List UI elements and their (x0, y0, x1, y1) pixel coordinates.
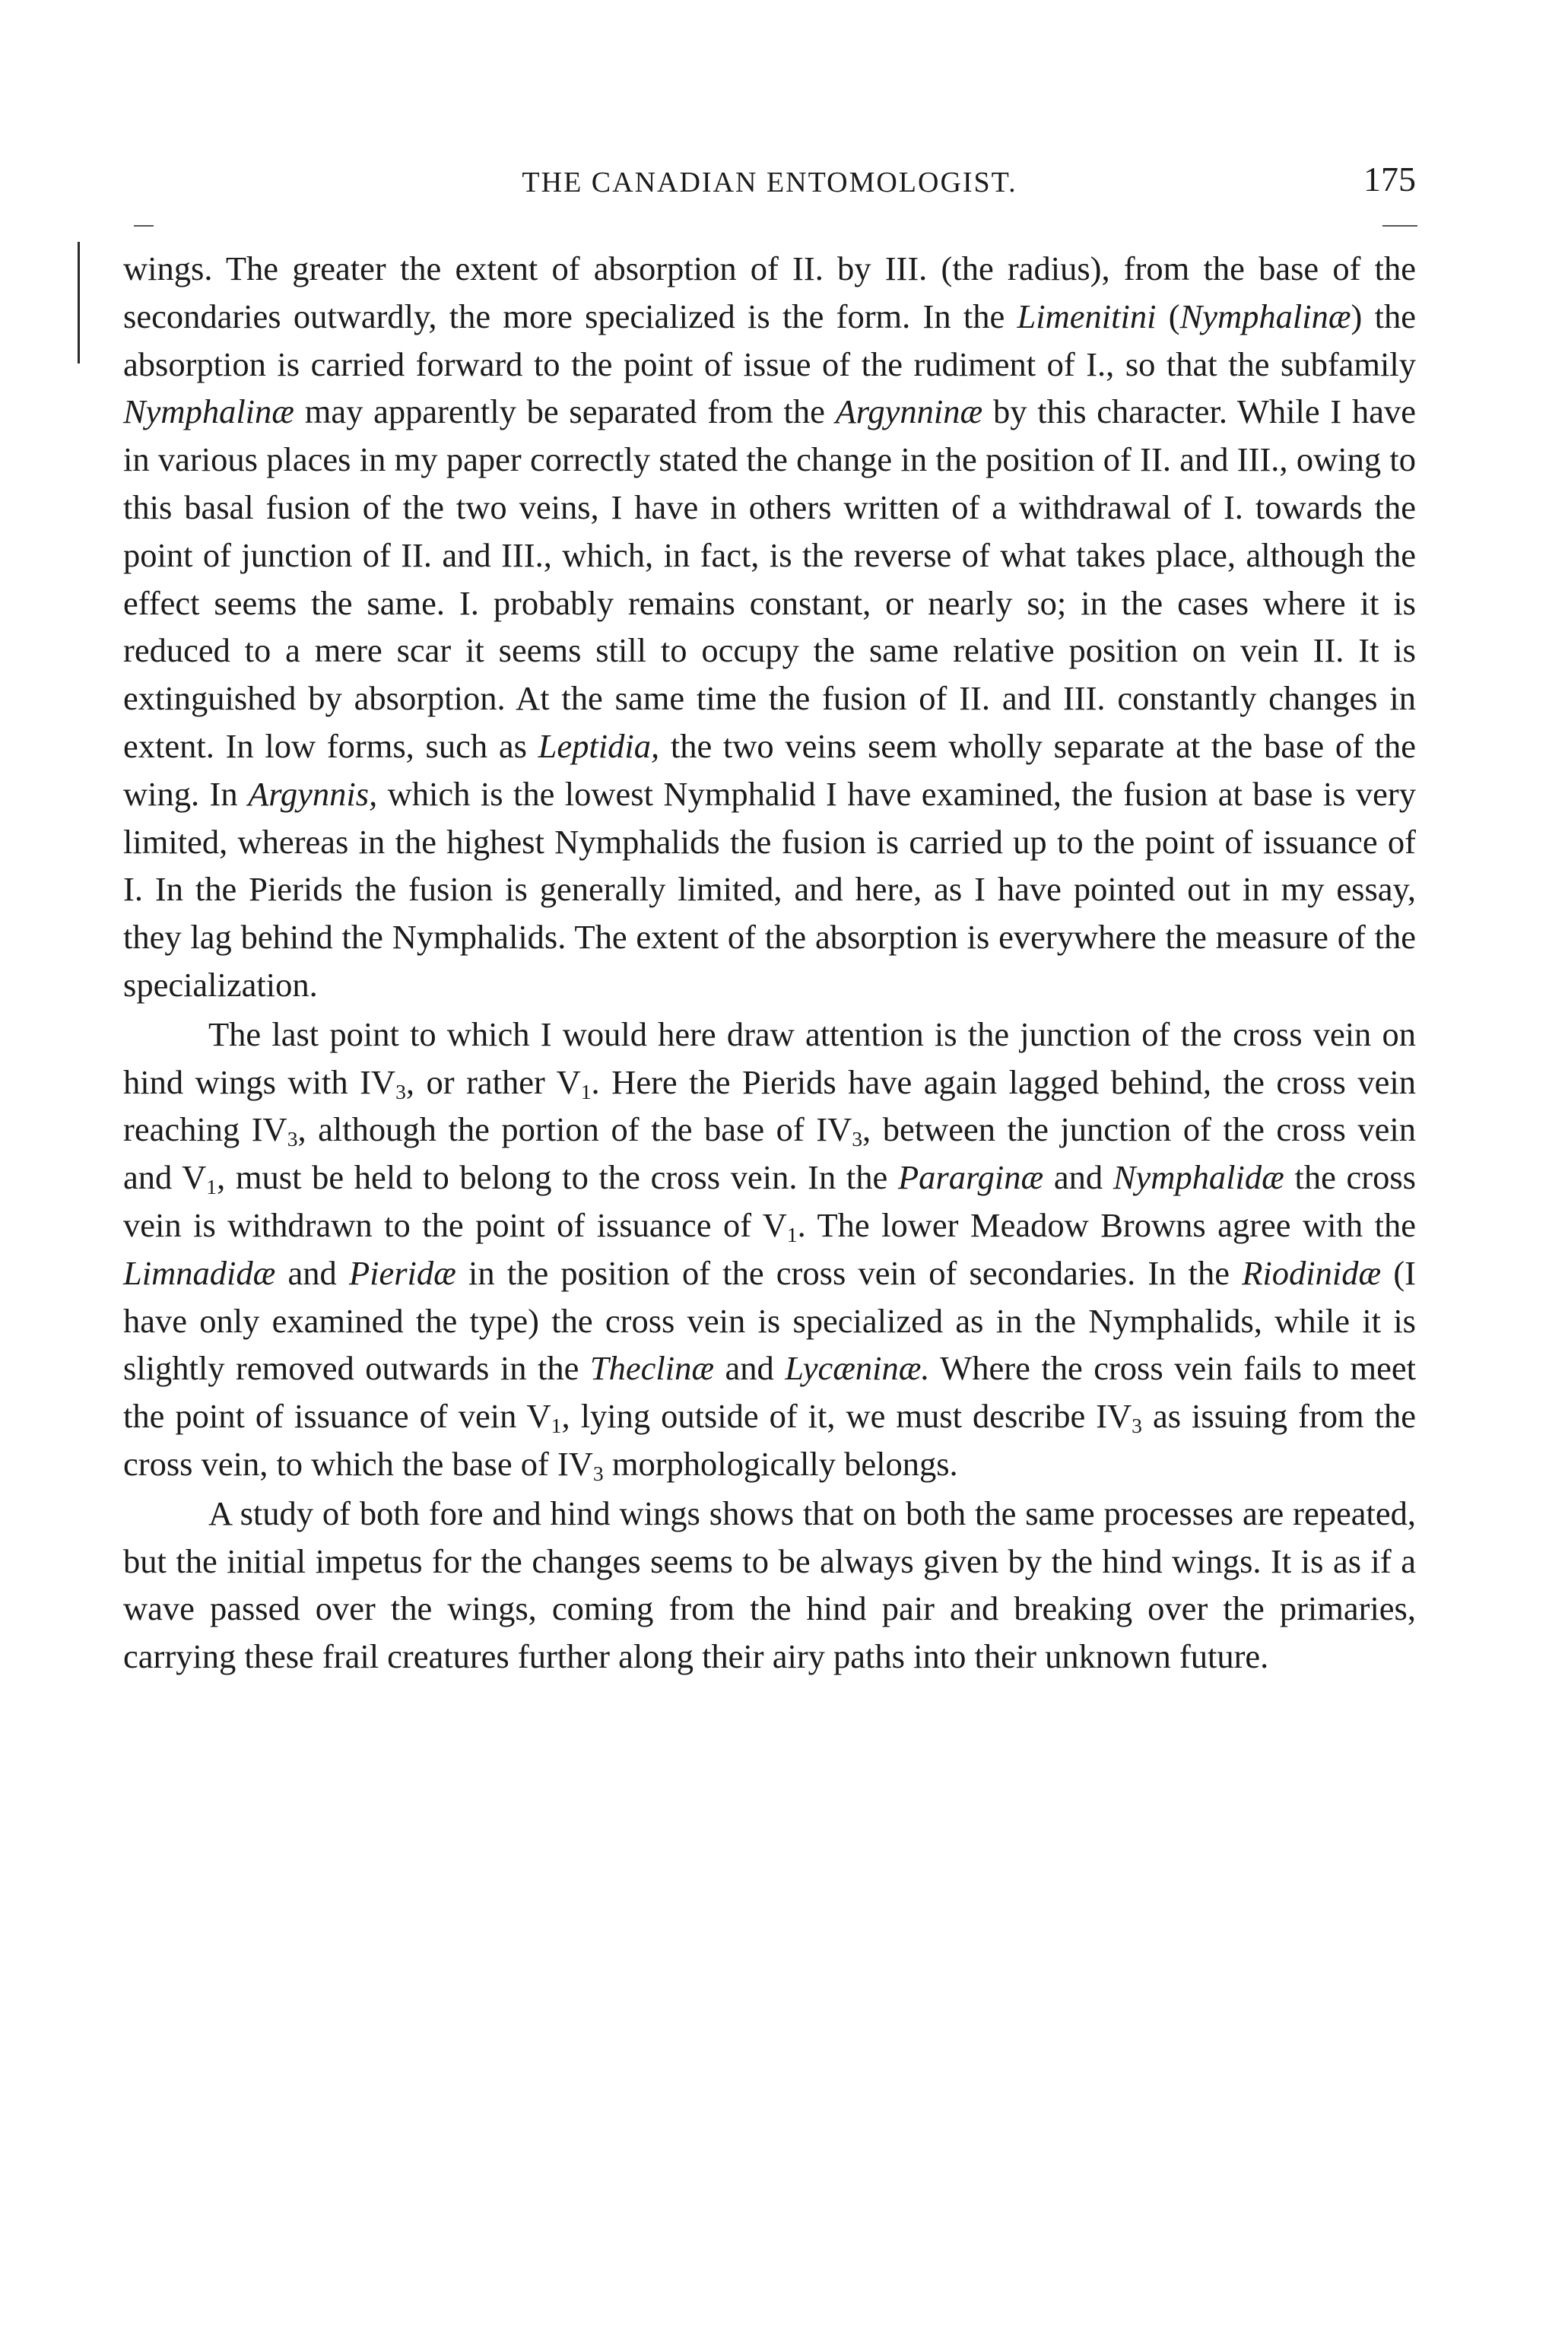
text-run: the two veins seem wholly separate at the base of the wing. In (123, 726, 1416, 813)
text-run: Where the cross vein fails to meet the point of issuance of vein V (123, 1349, 1416, 1436)
italic-term: Argynnis, (248, 774, 378, 813)
running-title: THE CANADIAN ENTOMOLOGIST. (522, 167, 1017, 198)
text-run: and (1043, 1158, 1113, 1197)
italic-term: Theclinæ (589, 1349, 715, 1388)
text-run: may apparently be separated from the (294, 392, 836, 431)
italic-term: Pieridæ (348, 1253, 456, 1292)
text-run: wings. The greater the extent of absorption of II. by III. (the radius), from the base of the secondaries outwardly, the more specialized is the form. In the (123, 249, 1416, 335)
paragraph-cross-vein (123, 1011, 1416, 1488)
text-run: (I have only examined the type) the cross vein is specialized as in the Nymphalids, while it is slightly removed outwards in the (123, 1253, 1416, 1388)
italic-term: Nymphalinæ (1179, 297, 1351, 335)
text-run: . Here the Pierids have again lagged behind, the cross vein reaching IV (123, 1062, 1416, 1149)
page-number: 175 (1363, 160, 1416, 198)
text-run: in the position of the cross vein of secondaries. In the (455, 1253, 1243, 1292)
text-run: morphologically belongs. (603, 1444, 958, 1483)
header-rule-left (134, 225, 154, 227)
page-edge-mark (78, 242, 80, 363)
text-run: , between the junction of the cross vein and V (123, 1110, 1416, 1197)
text-run: , lying outside of it, we must describe IV (561, 1397, 1132, 1436)
text-run: which is the lowest Nymphalid I have examined, the fusion at base is very limited, whereas in the highest Nymphalids the fusion is carried up to the point of issuance of I. In the Pierids the fusion is generally limited, and here, as I have pointed out in my essay, they lag behind the Nymphalids. The extent of the absorption is everywhere the measure of the specialization. (123, 774, 1417, 1004)
italic-term: Limenitini (1017, 297, 1157, 335)
text-run: and (275, 1253, 349, 1292)
italic-term: Riodinidæ (1242, 1253, 1382, 1292)
text-run: , must be held to belong to the cross vein. In the (217, 1158, 898, 1197)
text-run: ) the absorption is carried forward to the point of issue of the rudiment of I., so that the subfamily (123, 297, 1416, 383)
paragraph-fore-hind-wings (123, 1490, 1416, 1681)
text-run: and (714, 1349, 786, 1388)
text-run: , or rather V (405, 1062, 581, 1101)
vein-subscript: 1 (551, 1414, 562, 1438)
article-body (123, 245, 1416, 1681)
text-run: A study of both fore and hind wings shows that on both the same processes are repeated, but the initial impetus for the changes seems to be always given by the hind wings. It is as if a wave passed over the wings, coming from the hind pair and breaking over the primaries, carrying these frail creatures further along their airy paths into their unknown future. (123, 1494, 1416, 1676)
vein-subscript: 3 (287, 1127, 298, 1151)
vein-subscript: 1 (580, 1079, 592, 1103)
vein-subscript: 3 (592, 1461, 604, 1485)
text-run: The last point to which I would here draw attention is the junction of the cross vein on hind wings with IV (123, 1014, 1416, 1101)
text-run: the cross vein is withdrawn to the point of issuance of V (123, 1158, 1416, 1244)
italic-term: Nymphalidæ (1113, 1158, 1284, 1197)
running-head (123, 160, 1416, 205)
text-run: , although the portion of the base of IV (297, 1110, 852, 1149)
text-run: ( (1156, 297, 1180, 335)
italic-term: Nymphalinæ (123, 392, 294, 431)
italic-term: Leptidia, (538, 726, 660, 765)
text-run: . The lower Meadow Browns agree with the (797, 1205, 1416, 1244)
vein-subscript: 1 (206, 1175, 217, 1199)
italic-term: Limnadidæ (123, 1253, 276, 1292)
vein-subscript: 3 (395, 1079, 406, 1103)
text-run: as issuing from the cross vein, to which the base of IV (123, 1397, 1416, 1483)
text-run: by this character. While I have in various places in my paper correctly stated the change in the position of II. and III., owing to this basal fusion of the two veins, I have in others written of a withdrawal of I. towards the point of junction of II. and III., which, in fact, is the reverse of what takes place, although the effect seems the same. I. probably remains constant, or nearly so; in the cases where it is reduced to a mere scar it seems still to occupy the same relative position on vein II. It is extinguished by absorption. At the same time the fusion of II. and III. constantly changes in extent. In low forms, such as (123, 392, 1416, 765)
italic-term: Pararginæ (897, 1158, 1044, 1197)
vein-subscript: 1 (786, 1222, 798, 1246)
paragraph-continuation (123, 245, 1416, 1009)
vein-subscript: 3 (852, 1127, 863, 1151)
vein-subscript: 3 (1132, 1414, 1142, 1438)
header-rule-right (1382, 225, 1417, 227)
italic-term: Argynninæ (835, 392, 983, 431)
italic-term: Lycæninæ. (785, 1349, 930, 1388)
